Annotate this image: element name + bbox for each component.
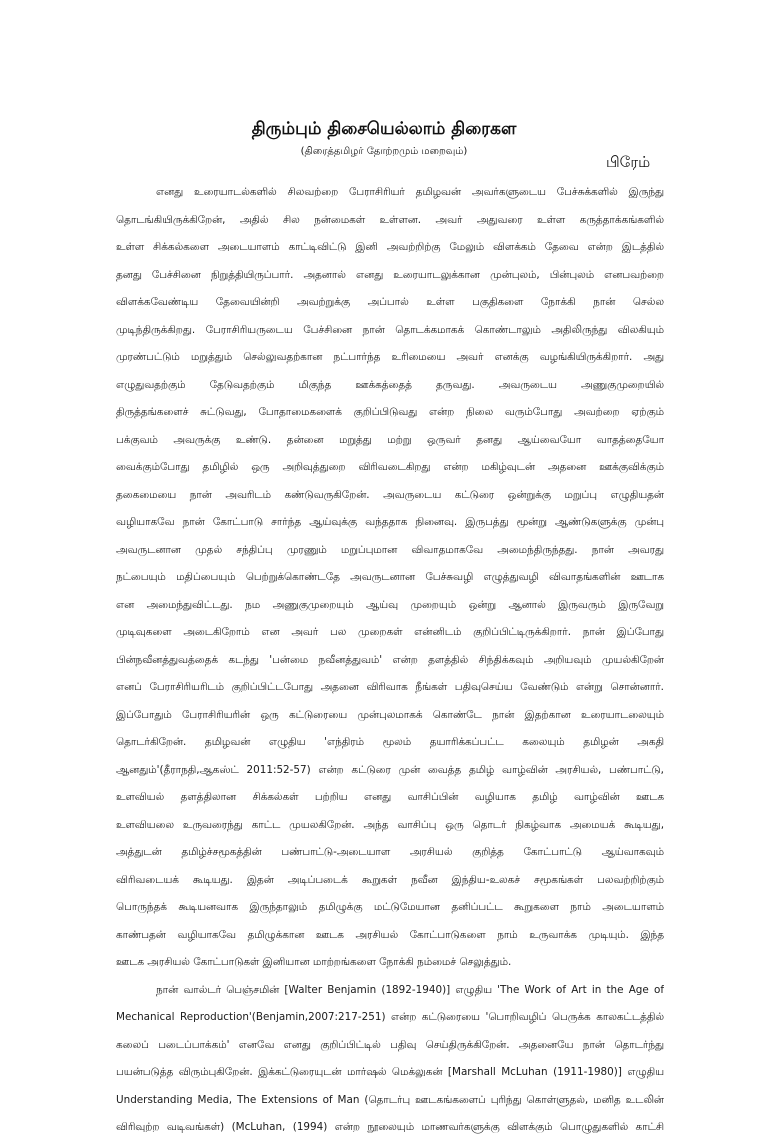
paragraph-line: வழியாகவே நான் கோட்பாடு சார்ந்த ஆய்வுக்கு வந்ததாக நினைவு. இருபத்து மூன்று ஆண்டுகளுக்கு முன்பு (116, 516, 664, 528)
paragraph-line: Understanding Media, The Extensions of Man (தொடர்பு ஊடகங்களைப் புரிந்து கொள்ளுதல், மனித உடலின் (116, 1093, 664, 1106)
paragraph-line: ஊடக அரசியல் கோட்பாடுகள் இனியான மாற்றங்களை நோக்கி நம்மைச் செலுத்தும். (116, 956, 512, 968)
paragraph-line: தொடர்கிறேன். தமிழவன் எழுதிய 'எந்திரம் மூலம் தயாரிக்கப்பட்ட கலையும் தமிழன் அகதி (116, 736, 664, 748)
paragraph-line: பின்நவீனத்துவத்தைக் கடந்து 'பன்மை நவீனத்துவம்' என்ற தளத்தில் சிந்திக்கவும் அறியவும் முயல்கிறேன் (116, 653, 664, 666)
paragraph-line: முடிவுகளை அடைகிறோம் என அவர் பல முறைகள் என்னிடம் குறிப்பிட்டிருக்கிறார். நான் இப்போது (116, 626, 664, 638)
paragraph-line: உளவியல் தளத்திலான சிக்கல்கள் பற்றிய எனது வாசிப்பின் வழியாக தமிழ் வாழ்வின் ஊடக (116, 791, 664, 803)
document-title: திரும்பும் திசையெல்லாம் திரைகள (251, 119, 517, 139)
paragraph-line: இப்போதும் பேராசிரியரின் ஒரு கட்டுரையை முன்புலமாகக் கொண்டே நான் இதற்கான உரையாடலையும் (116, 708, 664, 721)
paragraph-line: விளக்கவேண்டிய தேவையின்றி அவற்றுக்கு அப்பால் உள்ள பகுதிகளை நோக்கி நான் செல்ல (116, 296, 664, 308)
paragraph-line: பயன்படுத்த விரும்புகிறேன். இக்கட்டுரையுடன் மார்ஷல் மெக்லுகன் [Marshall McLuhan (1911-1980)] எழுதிய (116, 1066, 664, 1078)
paragraph-line: எனப் பேராசிரியரிடம் குறிப்பிட்டபோது அதனை விரிவாக நீங்கள் பதிவுசெய்ய வேண்டும் என்று சொன்னார். (116, 681, 664, 693)
paragraph-line: விரிவுற்ற வடிவங்கள்) (McLuhan, (1994) என்ற நூலையும் மாணவர்களுக்கு விளக்கும் பொழுதுகளில் காட்சி (116, 1121, 664, 1133)
paragraph-line: காண்பதன் வழியாகவே தமிழுக்கான ஊடக அரசியல் கோட்பாடுகளை நாம் உருவாக்க முடியும். இந்த (116, 928, 664, 941)
paragraph-line: அவருடனான முதல் சந்திப்பு முரணும் மறுப்புமான விவாதமாகவே அமைந்திருந்தது. நான் அவரது (116, 543, 664, 556)
paragraph-line: எனது உரையாடல்களில் சிலவற்றை பேராசிரியர் தமிழவன் அவர்களுடைய பேச்சுக்களில் இருந்து (156, 186, 664, 198)
paragraph-line: வைக்கும்போது தமிழில் ஒரு அறிவுத்துறை விரிவடைகிறது என்ற மகிழ்வுடன் அதனை ஊக்குவிக்கும் (116, 461, 664, 473)
paragraph-line: பொருந்தக் கூடியனவாக இருந்தாலும் தமிழுக்கு மட்டுமேயான தனிப்பட்ட கூறுகளை நாம் அடையாளம் (116, 901, 664, 913)
paragraph-line: திருத்தங்களைச் சுட்டுவது, போதாமைகளைக் குறிப்பிடுவது என்ற நிலை வரும்போது அவற்றை ஏற்கும் (116, 406, 664, 418)
paragraph-line: ஆனதும்'(தீராநதி,ஆகஸ்ட் 2011:52-57) என்ற கட்டுரை முன் வைத்த தமிழ் வாழ்வின் அரசியல், பண்பாட்டு, (116, 763, 664, 776)
paragraph-line: தனது பேச்சினை நிறுத்தியிருப்பார். அதனால் எனது உரையாடலுக்கான முன்புலம், பின்புலம் எனபவற்றை (116, 268, 664, 281)
paragraph-line: கலைப் படைப்பாக்கம்' எனவே எனது குறிப்பிட்டில் பதிவு செய்திருக்கிறேன். அதனையே நான் தொடர்ந்து (116, 1038, 664, 1051)
paragraph-line: எழுதுவதற்கும் தேடுவதற்கும் மிகுந்த ஊக்கத்தைத் தருவது. அவருடைய அணுகுமுறையில் (116, 378, 664, 391)
document-body (116, 179, 664, 1142)
paragraph-line: விரிவடையக் கூடியது. இதன் அடிப்படைக் கூறுகள் நவீன இந்திய-உலகச் சமூகங்கள் பலவற்றிற்கும் (116, 873, 664, 886)
paragraph-line: என அமைந்துவிட்டது. நம அணுகுமுறையும் ஆய்வு முறையும் ஒன்று ஆனால் இருவரும் இருவேறு (116, 598, 664, 611)
paragraph-line: நான் வால்டர் பெஞ்சமின் [Walter Benjamin (1892-1940)] எழுதிய 'The Work of Art in the Age of (156, 983, 664, 996)
paragraph-line: அத்துடன் தமிழ்ச்சமூகத்தின் பண்பாட்டு-அடையாள அரசியல் குறித்த கோட்பாட்டு ஆய்வாகவும் (116, 846, 664, 858)
document-author: பிரேம் (606, 153, 651, 171)
paragraph-line: நட்பையும் மதிப்பையும் பெற்றுக்கொண்டதே அவருடனான பேச்சுவழி எழுத்துவழி விவாதங்களின் ஊடாக (116, 571, 664, 583)
paragraph-line: முரண்பட்டும் மறுத்தும் செல்லுவதற்கான நட்பார்ந்த உரிமையை அவர் எனக்கு வழங்கியிருக்கிறார். அது (116, 351, 664, 363)
paragraph-line: உளவியலை உருவரைந்து காட்ட முயலகிறேன். அந்த வாசிப்பு ஒரு தொடர் நிகழ்வாக அமையக் கூடியது, (116, 818, 664, 831)
document-subtitle: (திரைத்தமிழர் தோற்றமும் மறைவும்) (300, 146, 468, 157)
paragraph-line: முடிந்திருக்கிறது. பேராசிரியருடைய பேச்சினை நான் தொடக்கமாகக் கொண்டாலும் அதிலிருந்து விலகியும் (116, 323, 664, 336)
paragraph-line: பக்குவம் அவருக்கு உண்டு. தன்னை மறுத்து மற்று ஒருவர் தனது ஆய்வையோ வாதத்தையோ (116, 433, 664, 446)
paragraph-line: தொடங்கியிருக்கிறேன், அதில் சில நன்மைகள் உள்ளன. அவர் அதுவரை உள்ள கருத்தாக்கங்களில் (116, 213, 664, 226)
paragraph-line: உள்ள சிக்கல்களை அடையாளம் காட்டிவிட்டு இனி அவற்றிற்கு மேலும் விளக்கம் தேவை என்ற இடத்தில் (116, 241, 664, 253)
paragraph-line: தகைமையை நான் அவரிடம் கண்டுவருகிறேன். அவருடைய கட்டுரை ஒன்றுக்கு மறுப்பு எழுதியதன் (116, 488, 664, 501)
paragraph-line: Mechanical Reproduction'(Benjamin,2007:217-251) என்ற கட்டுரையை 'பொறிவழிப் பெருக்க காலகட்டத்தில் (116, 1011, 664, 1023)
